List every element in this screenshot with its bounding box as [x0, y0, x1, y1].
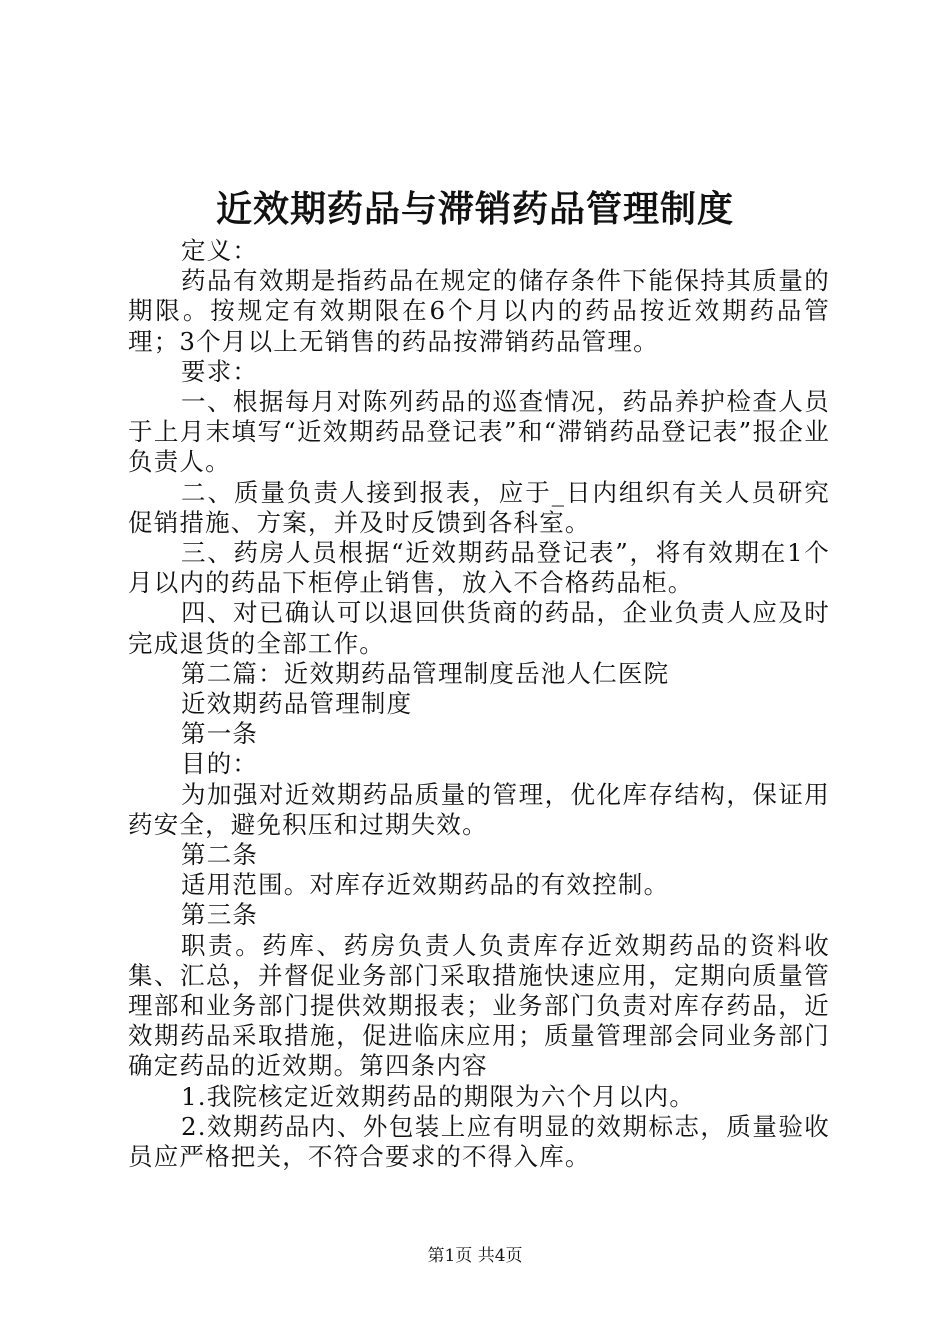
paragraph-requirements-heading: 要求：: [181, 356, 259, 386]
paragraph-definition-text: 药品有效期是指药品在规定的储存条件下能保持其质量的期限。按规定有效期限在6个月以内的药品按近效期药品管理；3个月以上无销售的药品按滞销药品管理。: [128, 266, 830, 356]
document-body: [128, 236, 830, 1172]
paragraph-content-item-2: 2.效期药品内、外包装上应有明显的效期标志，质量验收员应严格把关，不符合要求的不得入库。: [128, 1111, 830, 1172]
paragraph-content-item-1: 1.我院核定近效期药品的期限为六个月以内。: [181, 1081, 696, 1111]
paragraph-requirement-2: 二、质量负责人接到报表，应于_日内组织有关人员研究促销措施、方案，并及时反馈到各科室。: [128, 477, 830, 537]
page-number-footer: 第1页 共4页: [427, 1246, 523, 1266]
paragraph-requirement-1: 一、根据每月对陈列药品的巡查情况，药品养护检查人员于上月末填写“近效期药品登记表”和“滞销药品登记表”报企业负责人。: [128, 387, 830, 477]
paragraph-requirement-4: 四、对已确认可以退回供货商的药品，企业负责人应及时完成退货的全部工作。: [128, 598, 830, 658]
paragraph-requirement-3: 三、药房人员根据“近效期药品登记表”，将有效期在1个月以内的药品下柜停止销售，放入不合格药品柜。: [128, 538, 830, 598]
paragraph-part-two-heading: 第二篇：近效期药品管理制度岳池人仁医院: [181, 658, 670, 688]
paragraph-responsibilities-text: 职责。药库、药房负责人负责库存近效期药品的资料收集、汇总，并督促业务部门采取措施快速应用，定期向质量管理部和业务部门提供效期报表；业务部门负责对库存药品，近效期药品采取措施，促进临床应用；质量管理部会同业务部门确定药品的近效期。第四条内容: [128, 930, 830, 1081]
paragraph-scope-text: 适用范围。对库存近效期药品的有效控制。: [181, 870, 670, 900]
paragraph-article-1: 第一条: [181, 719, 259, 749]
paragraph-article-2: 第二条: [181, 840, 259, 870]
paragraph-purpose-heading: 目的：: [181, 749, 259, 779]
paragraph-definition-heading: 定义：: [181, 236, 259, 265]
paragraph-policy-name: 近效期药品管理制度: [181, 689, 413, 719]
paragraph-purpose-text: 为加强对近效期药品质量的管理，优化库存结构，保证用药安全，避免积压和过期失效。: [128, 779, 830, 839]
paragraph-article-3: 第三条: [181, 900, 259, 930]
document-title: 近效期药品与滞销药品管理制度: [215, 188, 734, 230]
